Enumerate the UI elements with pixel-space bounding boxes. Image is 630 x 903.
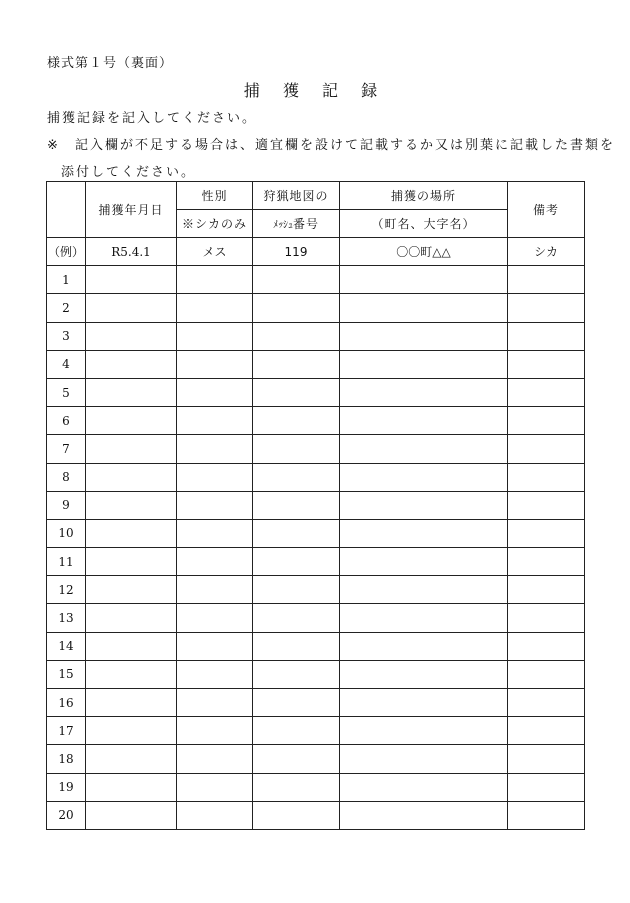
remarks-cell[interactable] xyxy=(508,632,585,660)
row-number: 8 xyxy=(47,463,86,491)
date-cell[interactable] xyxy=(86,773,177,801)
date-cell[interactable] xyxy=(86,350,177,378)
place-cell[interactable] xyxy=(340,435,508,463)
remarks-cell[interactable] xyxy=(508,548,585,576)
example-place: 〇〇町△△ xyxy=(340,238,508,266)
place-cell[interactable] xyxy=(340,717,508,745)
table-row xyxy=(47,745,585,773)
example-row xyxy=(47,238,585,266)
row-number: 11 xyxy=(47,548,86,576)
note-line-1: 記入欄が不足する場合は、適宜欄を設けて記載するか又は別葉に記載した書類を xyxy=(75,138,616,153)
sex-cell[interactable] xyxy=(177,378,253,406)
sex-cell[interactable] xyxy=(177,463,253,491)
mesh-cell[interactable] xyxy=(253,745,340,773)
remarks-cell[interactable] xyxy=(508,435,585,463)
remarks-cell[interactable] xyxy=(508,773,585,801)
capture-record-table xyxy=(46,181,585,830)
instruction-text: 捕獲記録を記入してください。 xyxy=(47,111,258,126)
table-row xyxy=(47,689,585,717)
remarks-cell[interactable] xyxy=(508,576,585,604)
header-place-note: （町名、大字名） xyxy=(340,210,508,238)
row-number: 9 xyxy=(47,491,86,519)
table-row xyxy=(47,773,585,801)
date-cell[interactable] xyxy=(86,491,177,519)
row-number: 1 xyxy=(47,266,86,294)
table-row xyxy=(47,463,585,491)
mesh-cell[interactable] xyxy=(253,435,340,463)
row-number: 13 xyxy=(47,604,86,632)
table-row xyxy=(47,519,585,547)
row-number: 19 xyxy=(47,773,86,801)
place-cell[interactable] xyxy=(340,294,508,322)
sex-cell[interactable] xyxy=(177,350,253,378)
place-cell[interactable] xyxy=(340,407,508,435)
remarks-cell[interactable] xyxy=(508,689,585,717)
mesh-cell[interactable] xyxy=(253,350,340,378)
note-line-2: 添付してください。 xyxy=(61,165,197,180)
row-number: 3 xyxy=(47,322,86,350)
remarks-cell[interactable] xyxy=(508,717,585,745)
example-sex: メス xyxy=(177,238,253,266)
place-cell[interactable] xyxy=(340,689,508,717)
date-cell[interactable] xyxy=(86,745,177,773)
sex-cell[interactable] xyxy=(177,435,253,463)
date-cell[interactable] xyxy=(86,378,177,406)
header-sex: 性別 xyxy=(177,182,253,210)
header-sex-note: ※シカのみ xyxy=(177,210,253,238)
remarks-cell[interactable] xyxy=(508,294,585,322)
header-mesh-number xyxy=(253,210,340,238)
form-label: 様式第１号（裏面） xyxy=(47,56,174,71)
row-number: 12 xyxy=(47,576,86,604)
place-cell[interactable] xyxy=(340,773,508,801)
table-row xyxy=(47,294,585,322)
sex-cell[interactable] xyxy=(177,773,253,801)
mesh-cell[interactable] xyxy=(253,604,340,632)
row-number: 18 xyxy=(47,745,86,773)
date-cell[interactable] xyxy=(86,660,177,688)
row-number: 15 xyxy=(47,660,86,688)
place-cell[interactable] xyxy=(340,576,508,604)
mesh-cell[interactable] xyxy=(253,717,340,745)
date-cell[interactable] xyxy=(86,548,177,576)
table-row xyxy=(47,717,585,745)
remarks-cell[interactable] xyxy=(508,463,585,491)
table-row xyxy=(47,632,585,660)
mesh-cell[interactable] xyxy=(253,801,340,829)
note-mark: ※ xyxy=(47,138,60,153)
date-cell[interactable] xyxy=(86,519,177,547)
row-number: 16 xyxy=(47,689,86,717)
place-cell[interactable] xyxy=(340,266,508,294)
place-cell[interactable] xyxy=(340,350,508,378)
row-number: 2 xyxy=(47,294,86,322)
remarks-cell[interactable] xyxy=(508,407,585,435)
table-row xyxy=(47,491,585,519)
table-row xyxy=(47,322,585,350)
mesh-cell[interactable] xyxy=(253,689,340,717)
sex-cell[interactable] xyxy=(177,632,253,660)
remarks-cell[interactable] xyxy=(508,660,585,688)
row-number: 6 xyxy=(47,407,86,435)
sex-cell[interactable] xyxy=(177,576,253,604)
mesh-cell[interactable] xyxy=(253,266,340,294)
sex-cell[interactable] xyxy=(177,604,253,632)
sex-cell[interactable] xyxy=(177,689,253,717)
place-cell[interactable] xyxy=(340,491,508,519)
sex-cell[interactable] xyxy=(177,801,253,829)
table-row xyxy=(47,801,585,829)
mesh-cell[interactable] xyxy=(253,576,340,604)
row-number: 7 xyxy=(47,435,86,463)
row-number: 4 xyxy=(47,350,86,378)
date-cell[interactable] xyxy=(86,294,177,322)
example-date: R5.4.1 xyxy=(86,238,177,266)
mesh-cell[interactable] xyxy=(253,407,340,435)
mesh-cell[interactable] xyxy=(253,378,340,406)
table-row xyxy=(47,660,585,688)
place-cell[interactable] xyxy=(340,745,508,773)
place-cell[interactable] xyxy=(340,463,508,491)
table-row xyxy=(47,350,585,378)
date-cell[interactable] xyxy=(86,266,177,294)
row-number: 17 xyxy=(47,717,86,745)
sex-cell[interactable] xyxy=(177,266,253,294)
table-row xyxy=(47,435,585,463)
header-place: 捕獲の場所 xyxy=(340,182,508,210)
remarks-cell[interactable] xyxy=(508,378,585,406)
sex-cell[interactable] xyxy=(177,322,253,350)
document-title: 捕 獲 記 録 xyxy=(243,81,387,100)
header-row-label xyxy=(47,182,86,238)
date-cell[interactable] xyxy=(86,689,177,717)
remarks-cell[interactable] xyxy=(508,519,585,547)
remarks-cell[interactable] xyxy=(508,322,585,350)
example-mesh: 119 xyxy=(253,238,340,266)
place-cell[interactable] xyxy=(340,604,508,632)
place-cell[interactable] xyxy=(340,519,508,547)
mesh-cell[interactable] xyxy=(253,294,340,322)
place-cell[interactable] xyxy=(340,548,508,576)
date-cell[interactable] xyxy=(86,407,177,435)
header-mesh-bottom: 番号 xyxy=(292,217,319,231)
remarks-cell[interactable] xyxy=(508,801,585,829)
date-cell[interactable] xyxy=(86,632,177,660)
place-cell[interactable] xyxy=(340,632,508,660)
example-remarks: シカ xyxy=(508,238,585,266)
row-number: 14 xyxy=(47,632,86,660)
table-row xyxy=(47,548,585,576)
header-capture-date: 捕獲年月日 xyxy=(86,182,177,238)
place-cell[interactable] xyxy=(340,801,508,829)
sex-cell[interactable] xyxy=(177,745,253,773)
date-cell[interactable] xyxy=(86,604,177,632)
row-number: 5 xyxy=(47,378,86,406)
remarks-cell[interactable] xyxy=(508,745,585,773)
date-cell[interactable] xyxy=(86,576,177,604)
table-row xyxy=(47,576,585,604)
mesh-cell[interactable] xyxy=(253,660,340,688)
row-number: 10 xyxy=(47,519,86,547)
place-cell[interactable] xyxy=(340,322,508,350)
remarks-cell[interactable] xyxy=(508,266,585,294)
date-cell[interactable] xyxy=(86,435,177,463)
table-row xyxy=(47,378,585,406)
sex-cell[interactable] xyxy=(177,660,253,688)
date-cell[interactable] xyxy=(86,322,177,350)
table-row xyxy=(47,604,585,632)
header-mesh-top: 狩猟地図の xyxy=(253,182,340,210)
remarks-cell[interactable] xyxy=(508,350,585,378)
date-cell[interactable] xyxy=(86,463,177,491)
remarks-cell[interactable] xyxy=(508,604,585,632)
date-cell[interactable] xyxy=(86,717,177,745)
table-row xyxy=(47,407,585,435)
header-mesh-small: ﾒｯｼｭ xyxy=(272,220,293,231)
mesh-cell[interactable] xyxy=(253,632,340,660)
sex-cell[interactable] xyxy=(177,407,253,435)
sex-cell[interactable] xyxy=(177,294,253,322)
date-cell[interactable] xyxy=(86,801,177,829)
header-remarks: 備考 xyxy=(508,182,585,238)
sex-cell[interactable] xyxy=(177,519,253,547)
mesh-cell[interactable] xyxy=(253,463,340,491)
example-label: （例） xyxy=(47,238,86,266)
mesh-cell[interactable] xyxy=(253,519,340,547)
mesh-cell[interactable] xyxy=(253,322,340,350)
sex-cell[interactable] xyxy=(177,717,253,745)
mesh-cell[interactable] xyxy=(253,548,340,576)
sex-cell[interactable] xyxy=(177,548,253,576)
sex-cell[interactable] xyxy=(177,491,253,519)
place-cell[interactable] xyxy=(340,378,508,406)
table-row xyxy=(47,266,585,294)
remarks-cell[interactable] xyxy=(508,491,585,519)
mesh-cell[interactable] xyxy=(253,491,340,519)
place-cell[interactable] xyxy=(340,660,508,688)
row-number: 20 xyxy=(47,801,86,829)
mesh-cell[interactable] xyxy=(253,773,340,801)
